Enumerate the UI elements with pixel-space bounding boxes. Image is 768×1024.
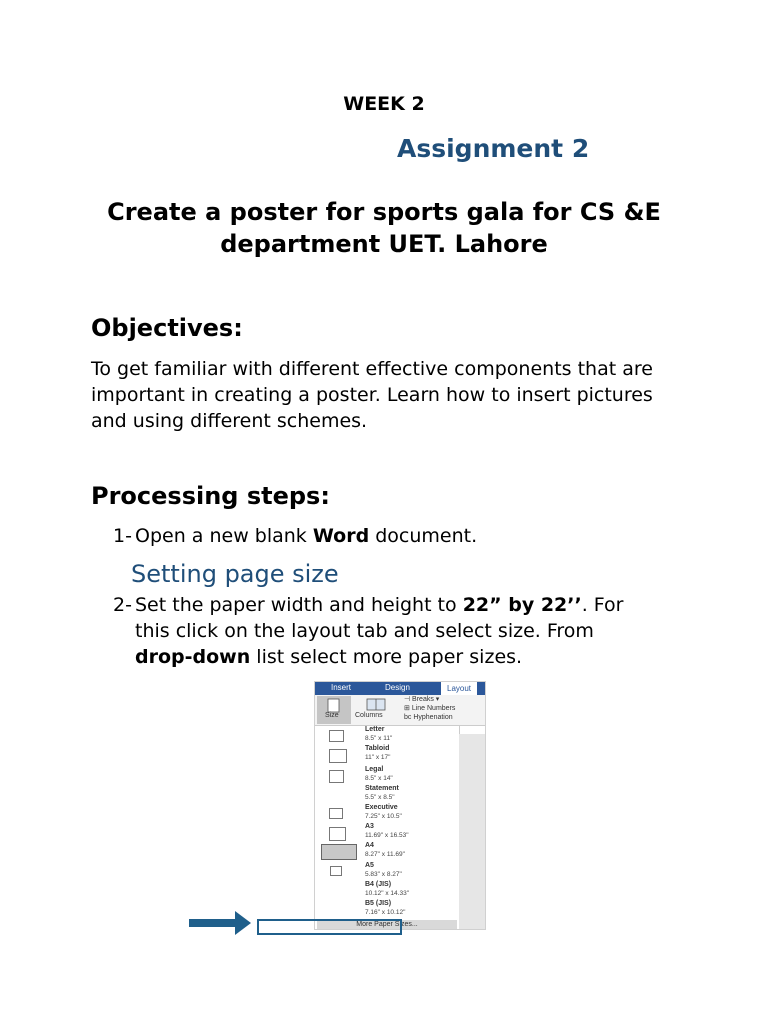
size-name: A4 [365, 842, 374, 849]
line-numbers-icon: ⊞ [404, 705, 412, 712]
size-dims: 5.83" x 8.27" [365, 871, 402, 878]
document-background [459, 734, 486, 930]
size-b5-jis[interactable] [317, 900, 459, 919]
processing-heading: Processing steps: [91, 482, 330, 510]
size-tabloid[interactable] [317, 745, 459, 764]
size-dims: 7.25" x 10.5" [365, 813, 402, 820]
step-2-line1-pre: Set the paper width and height to [135, 594, 463, 616]
paper-icon [329, 770, 344, 783]
step-2 [113, 592, 673, 670]
step-1 [113, 523, 477, 549]
size-button[interactable] [317, 696, 351, 724]
line-numbers-label: Line Numbers [411, 705, 456, 712]
columns-button[interactable] [355, 696, 397, 724]
tab-layout[interactable]: Layout [441, 682, 477, 695]
size-b4-jis[interactable] [317, 881, 459, 900]
size-name: A3 [365, 823, 374, 830]
ribbon-tabs [315, 682, 486, 695]
size-name: B5 (JIS) [365, 900, 392, 907]
step-2-number: 2- [113, 594, 132, 616]
paper-size-menu [317, 726, 460, 930]
hyphenation-label: Hyphenation [413, 714, 453, 721]
step-2-line2: this click on the layout tab and select size. From [135, 620, 594, 642]
page-title: Create a poster for sports gala for CS &E department UET. Lahore [107, 198, 661, 258]
size-name: A5 [365, 862, 374, 869]
breaks-label: Breaks ▾ [412, 696, 440, 703]
size-label: Size [325, 712, 339, 719]
step-1-text-pre: Open a new blank [135, 525, 313, 547]
columns-label: Columns [355, 712, 383, 719]
tab-insert[interactable]: Insert [331, 683, 352, 692]
more-paper-sizes-item[interactable]: More Paper Sizes... [317, 920, 457, 930]
objectives-text: To get familiar with different effective components that are important in creating a poster. Learn how to insert pictures and using different schemes. [91, 358, 653, 432]
setting-page-size-heading: Setting page size [131, 560, 339, 588]
size-name: Legal [365, 766, 384, 773]
size-name: Letter [365, 726, 385, 733]
size-legal[interactable] [317, 766, 459, 785]
week-label: WEEK 2 [343, 93, 425, 115]
size-name: Executive [365, 804, 398, 811]
paper-icon [321, 844, 357, 860]
hyphenation-icon: bc [404, 714, 414, 721]
paper-icon [329, 749, 347, 763]
size-dims: 7.16" x 10.12" [365, 909, 406, 916]
step-2-line3-post: list select more paper sizes. [250, 646, 523, 668]
assignment-heading: Assignment 2 [397, 134, 590, 163]
step-2-line3 [113, 644, 673, 670]
size-letter[interactable] [317, 726, 459, 745]
size-dims: 11" x 17" [365, 754, 391, 761]
size-executive[interactable] [317, 804, 459, 823]
highlight-box [257, 919, 402, 935]
word-size-menu-screenshot [314, 681, 486, 930]
step-2-line1-bold: 22” by 22’’ [462, 594, 582, 616]
size-a3[interactable] [317, 823, 459, 842]
size-dims: 11.69" x 16.53" [365, 832, 409, 839]
arrow-right-icon [189, 911, 251, 935]
ribbon [315, 695, 486, 726]
step-2-line3-bold: drop-down [135, 646, 251, 668]
step-2-line1-post: . For [581, 594, 624, 616]
step-1-text-bold: Word [312, 525, 370, 547]
hyphenation-button[interactable] [404, 714, 453, 721]
size-a4[interactable] [317, 842, 459, 861]
size-dims: 8.27" x 11.69" [365, 851, 405, 858]
breaks-button[interactable] [404, 695, 439, 703]
size-statement[interactable] [317, 785, 459, 804]
step-1-number: 1- [113, 525, 132, 547]
step-1-text-post: document. [369, 525, 478, 547]
line-numbers-button[interactable] [404, 704, 455, 712]
size-dims: 5.5" x 8.5" [365, 794, 395, 801]
tab-design[interactable]: Design [385, 683, 410, 692]
paper-icon [329, 808, 343, 819]
paper-icon [330, 866, 342, 876]
size-dims: 8.5" x 11" [365, 735, 393, 742]
size-a5[interactable] [317, 862, 459, 881]
size-dims: 8.5" x 14" [365, 775, 393, 782]
size-name: Tabloid [365, 745, 390, 752]
size-dims: 10.12" x 14.33" [365, 890, 410, 897]
paper-icon [329, 730, 344, 742]
breaks-icon: ⊣ [404, 696, 413, 703]
columns-icon [355, 697, 397, 713]
size-name: B4 (JIS) [365, 881, 392, 888]
size-name: Statement [365, 785, 399, 792]
objectives-heading: Objectives: [91, 314, 243, 342]
paper-icon [329, 827, 346, 841]
